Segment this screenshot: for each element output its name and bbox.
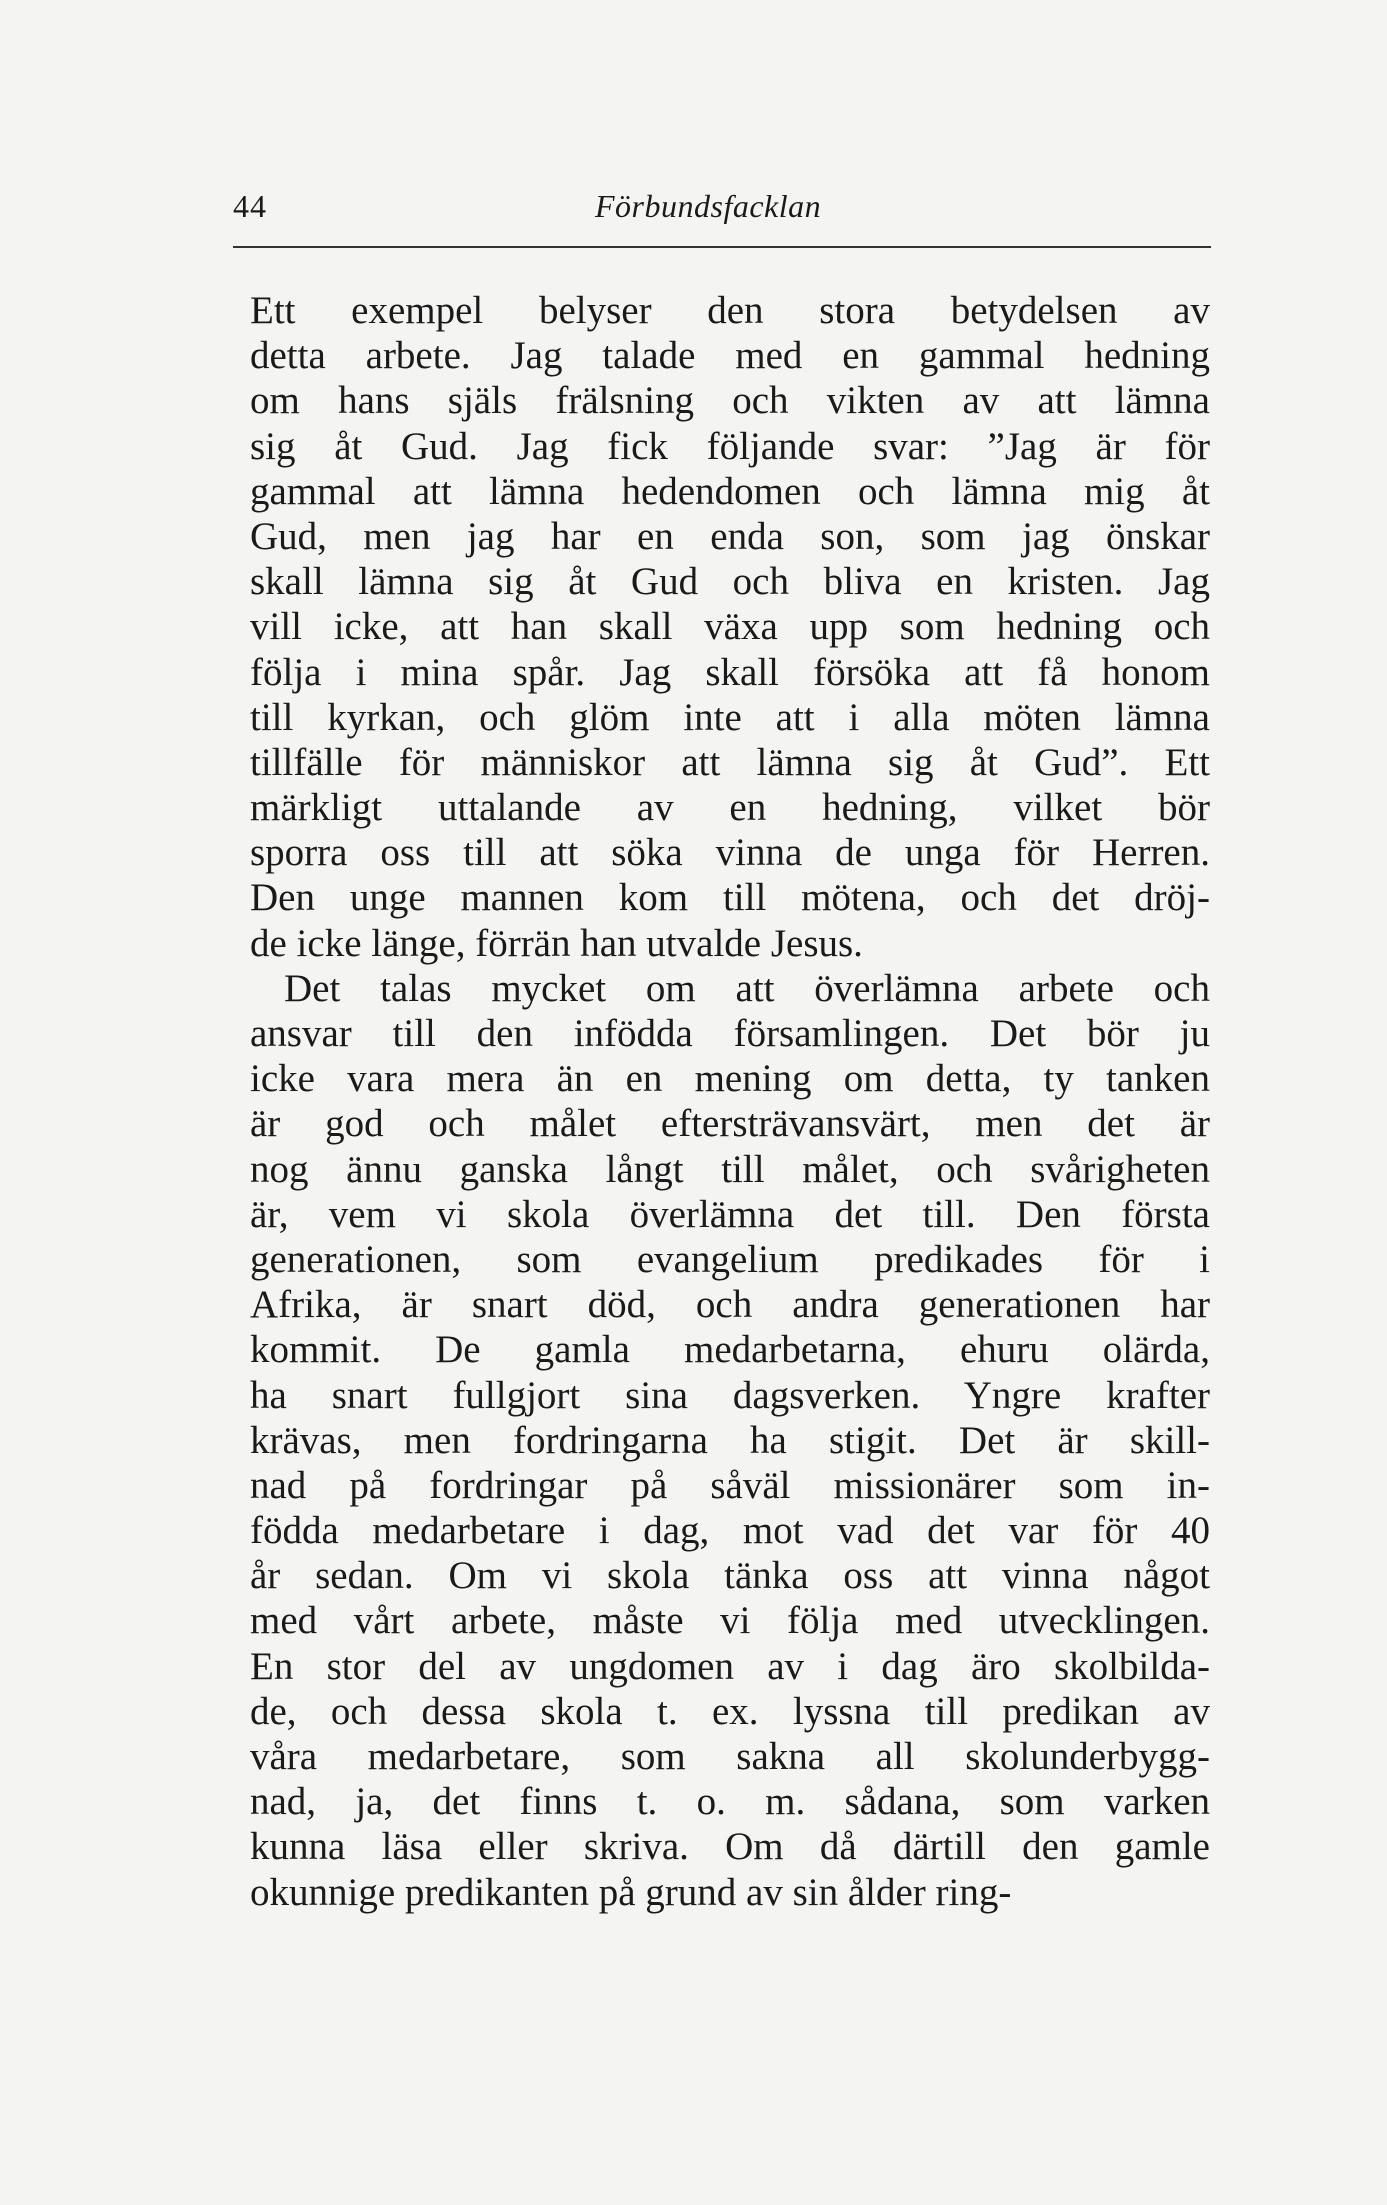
- text-line: tillfälle för människor att lämna sig åt Gud”. Ett: [250, 740, 1210, 784]
- text-line: är, vem vi skola överlämna det till. Den första: [250, 1192, 1210, 1236]
- text-line: märkligt uttalande av en hedning, vilket bör: [250, 786, 1210, 830]
- text-line: ha snart fullgjort sina dagsverken. Yngre krafter: [250, 1373, 1210, 1417]
- text-line: Gud, men jag har en enda son, som jag önskar: [250, 514, 1210, 558]
- text-line: detta arbete. Jag talade med en gammal hedning: [250, 334, 1210, 378]
- body-text: [250, 288, 1210, 1915]
- text-line: generationen, som evangelium predikades för i: [250, 1237, 1210, 1281]
- text-line: om hans själs frälsning och vikten av att lämna: [250, 379, 1210, 423]
- text-line: de icke länge, förrän han utvalde Jesus.: [250, 921, 863, 965]
- text-line: nad på fordringar på såväl missionärer som in-: [250, 1463, 1210, 1507]
- text-line: Afrika, är snart död, och andra generationen har: [250, 1283, 1210, 1327]
- running-title: Förbundsfacklan: [595, 188, 822, 224]
- text-line: Det talas mycket om att överlämna arbete och: [284, 966, 1210, 1010]
- text-line: nad, ja, det finns t. o. m. sådana, som varken: [250, 1780, 1210, 1824]
- text-line: Den unge mannen kom till mötena, och det dröj-: [250, 876, 1210, 920]
- text-line: år sedan. Om vi skola tänka oss att vinna något: [250, 1554, 1210, 1598]
- text-line: En stor del av ungdomen av i dag äro skolbilda-: [250, 1644, 1210, 1688]
- text-line: okunnige predikanten på grund av sin ålder ring-: [250, 1870, 1012, 1914]
- text-line: med vårt arbete, måste vi följa med utvecklingen.: [250, 1599, 1210, 1643]
- text-line: kommit. De gamla medarbetarna, ehuru olärda,: [250, 1328, 1210, 1372]
- text-line: de, och dessa skola t. ex. lyssna till predikan av: [250, 1689, 1210, 1733]
- text-line: icke vara mera än en mening om detta, ty tanken: [250, 1057, 1210, 1101]
- text-line: är god och målet eftersträvansvärt, men det är: [250, 1102, 1210, 1146]
- page-number: 44: [233, 188, 267, 224]
- paragraph: [250, 288, 1210, 966]
- text-line: vill icke, att han skall växa upp som hedning och: [250, 605, 1210, 649]
- text-line: våra medarbetare, som sakna all skolunderbygg-: [250, 1735, 1210, 1778]
- text-line: sporra oss till att söka vinna de unga för Herren.: [250, 831, 1210, 875]
- text-line: nog ännu ganska långt till målet, och svårigheten: [250, 1147, 1210, 1191]
- text-line: ansvar till den infödda församlingen. Det bör ju: [250, 1012, 1210, 1055]
- text-line: till kyrkan, och glöm inte att i alla möten lämna: [250, 695, 1210, 739]
- paragraph: [250, 966, 1210, 1915]
- text-line: krävas, men fordringarna ha stigit. Det är skill-: [250, 1418, 1210, 1462]
- text-line: gammal att lämna hedendomen och lämna mig åt: [250, 469, 1210, 513]
- text-line: kunna läsa eller skriva. Om då därtill den gamle: [250, 1825, 1210, 1869]
- text-line: följa i mina spår. Jag skall försöka att få honom: [250, 650, 1210, 694]
- page-header: [233, 180, 1211, 240]
- text-line: Ett exempel belyser den stora betydelsen av: [250, 289, 1210, 332]
- text-line: födda medarbetare i dag, mot vad det var för 40: [250, 1509, 1210, 1553]
- text-line: skall lämna sig åt Gud och bliva en kristen. Jag: [250, 560, 1210, 604]
- header-rule: [233, 246, 1211, 248]
- text-line: sig åt Gud. Jag fick följande svar: ”Jag är för: [250, 424, 1210, 468]
